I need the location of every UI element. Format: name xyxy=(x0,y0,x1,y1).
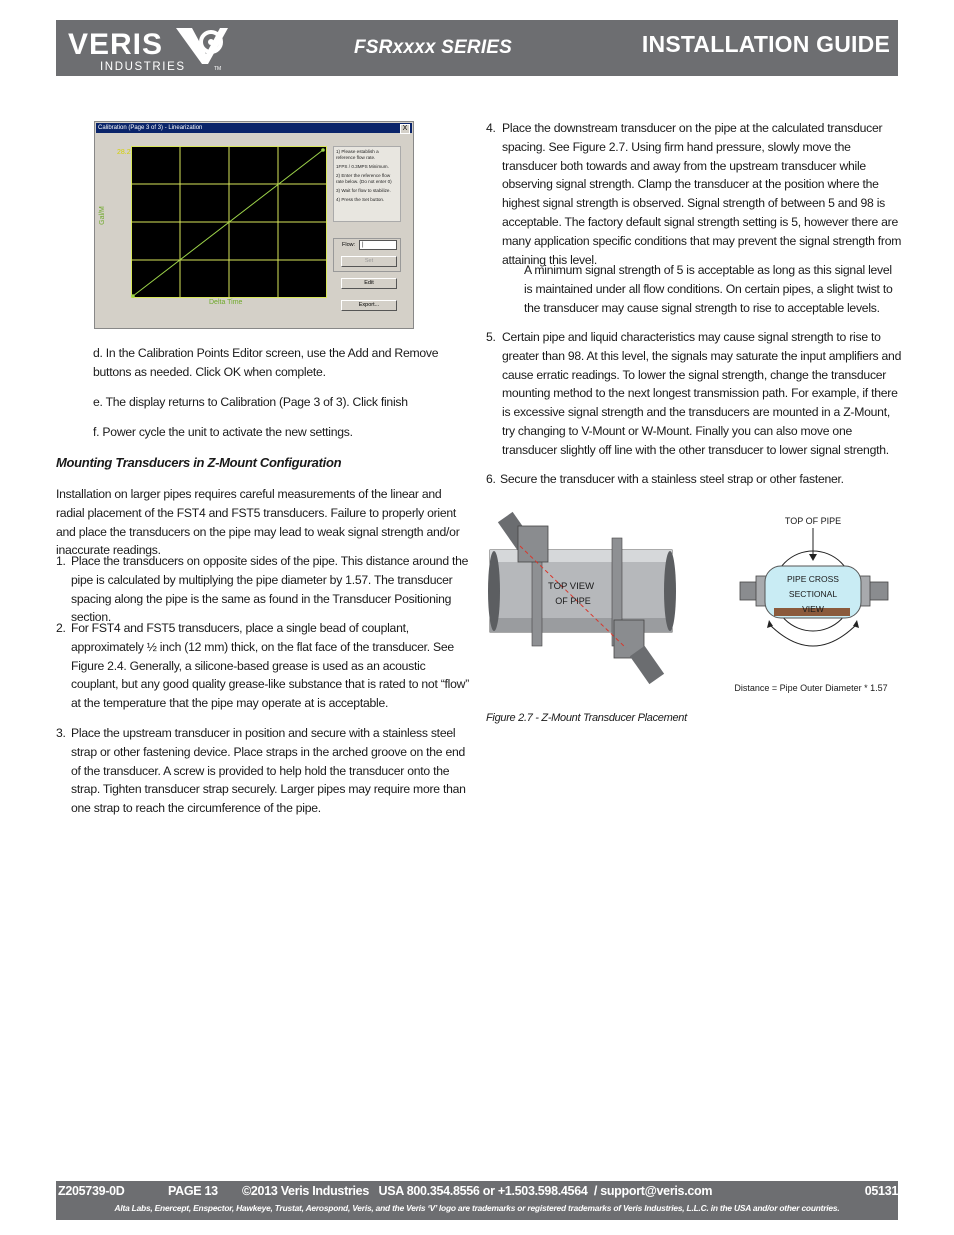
calibration-title-bar xyxy=(96,123,412,133)
item-text: For FST4 and FST5 transducers, place a single bead of couplant, approximately ½ inch (12 mm) thick, on the flat face of the transducer. See Figure 2.4. Generally, a silicone-based grease is used as an acoustic couplant, but any good quality grease-like substance that is rated to not “flow” at the temperature that the pipe may operate at is acceptable. xyxy=(71,621,470,711)
cross-section-label-3: VIEW xyxy=(802,604,824,614)
item-text: Certain pipe and liquid characteristics may cause signal strength to rise to greater than 98. At this level, the signals may saturate the input amplifiers and cause erratic readings. To lower the signal strength, change the transducer mounting method to the next longest transmission path. For example, if there is excessive signal strength and the transducers are mounted in a Z-Mount, try changing to V-Mount or W-Mount. Finally you can also move one transducer slightly off line with the other transducer to lower signal strength. xyxy=(502,330,902,457)
veris-logo xyxy=(56,20,256,76)
logo-text: VERIS xyxy=(68,28,164,61)
figure-caption: Figure 2.7 - Z-Mount Transducer Placement xyxy=(486,712,687,724)
calibration-origin xyxy=(131,294,135,298)
calibration-window xyxy=(94,121,414,329)
z-mount-figure xyxy=(486,498,896,698)
edit-button[interactable]: Edit xyxy=(341,278,397,289)
page-footer xyxy=(56,1181,898,1220)
y-max-label: 28.2 xyxy=(117,149,131,156)
veris-v-icon xyxy=(176,28,228,64)
flow-label: Flow: xyxy=(342,242,356,248)
calibration-line xyxy=(133,150,323,296)
trademark-notice: Alta Labs, Enercept, Enspector, Hawkeye, Trustat, Aerospond, Veris, and the Veris ‘V’ logo are trademarks or registered trademarks of Veris Industries, L.L.C. in the USA and/or other countries. xyxy=(114,1203,840,1213)
linearization-plot xyxy=(131,146,327,298)
top-view-label-1: TOP VIEW xyxy=(547,581,595,592)
logo-subtext: INDUSTRIES xyxy=(100,61,186,73)
section-heading: Mounting Transducers in Z-Mount Configuration xyxy=(56,455,342,470)
top-of-pipe-label: TOP OF PIPE xyxy=(784,516,842,526)
step-f: f. Power cycle the unit to activate the new settings. xyxy=(93,425,353,439)
y-axis-label: Gal/M xyxy=(98,206,106,225)
list-item xyxy=(486,328,902,460)
list-item xyxy=(56,552,470,627)
instruction-2: 1FPS / 0.3MPS Minimum. xyxy=(336,164,389,169)
revision-code: 05131 xyxy=(864,1184,898,1198)
item-text: Secure the transducer with a stainless steel strap or other fastener. xyxy=(500,472,844,486)
cross-section-label-2: SECTIONAL xyxy=(788,589,838,599)
instruction-1: 1) Please establish a reference flow rate. xyxy=(336,149,379,160)
item-number: 6. xyxy=(486,472,496,486)
set-button[interactable]: Set xyxy=(341,256,397,267)
intro-paragraph: Installation on larger pipes requires careful measurements of the linear and radial placement of the FST4 and FST5 transducers. Failure to properly orient and place the transducers on the pipe may lead to weak signal strength and/or inaccurate readings. xyxy=(56,487,460,558)
guide-title: INSTALLATION GUIDE xyxy=(641,31,890,57)
list-item xyxy=(56,724,470,818)
export-button[interactable]: Export... xyxy=(341,300,397,311)
item-text: Place the downstream transducer on the pipe at the calculated transducer spacing. See Figure 2.7. Using firm hand pressure, slowly move the transducer both towards and away from the upstream transducer while observing signal strength. Clamp the transducer at the position where the highest signal strength is observed. Signal strength of between 5 and 98 is acceptable. The factory default signal strength setting is 5, however there are many application specific conditions that may prevent the signal strength from attaining this level. xyxy=(502,121,902,267)
calibration-title: Calibration (Page 3 of 3) - Linearization xyxy=(98,125,203,131)
cross-section-label-1: PIPE CROSS xyxy=(787,574,839,584)
calibration-point xyxy=(321,148,325,152)
instructions-panel xyxy=(333,146,401,222)
step-e: e. The display returns to Calibration (Page 3 of 3). Click finish xyxy=(93,395,408,409)
x-axis-label: Delta Time xyxy=(209,299,243,306)
item-number: 3. xyxy=(56,726,66,740)
item-number: 2. xyxy=(56,621,66,635)
copyright: ©2013 Veris Industries USA 800.354.8556 or +1.503.598.4564 / support@veris.com xyxy=(242,1184,713,1198)
note-paragraph: A minimum signal strength of 5 is acceptable as long as this signal level is maintained under all flow conditions. On certain pipes, a slight twist to the transducer may cause signal strength to rise to acceptable levels. xyxy=(524,263,893,315)
page-number: PAGE 13 xyxy=(168,1184,218,1198)
top-view-label-2: OF PIPE xyxy=(555,596,591,606)
close-icon[interactable]: X xyxy=(400,124,410,134)
item-number: 5. xyxy=(486,330,496,344)
item-text: Place the upstream transducer in position and secure with a stainless steel strap or other fastening device. Place straps in the arched groove on the end of the transducer. A screw is provided to help hold the transducer onto the strap. Tighten transducer strap securely. Larger pipes may require more than one strap to reach the circumference of the pipe. xyxy=(71,726,466,816)
list-item xyxy=(486,470,902,489)
list-item xyxy=(486,119,902,269)
page-header xyxy=(56,20,898,76)
logo-tm: TM xyxy=(214,66,222,72)
instruction-5: 4) Press the Set button. xyxy=(336,197,385,202)
flow-input[interactable]: | xyxy=(359,240,397,250)
document-number: Z205739-0D xyxy=(58,1184,125,1198)
instruction-3: 2) Enter the reference flow rate below. (Do not enter 0) xyxy=(336,173,392,184)
list-item xyxy=(56,619,470,713)
item-number: 1. xyxy=(56,554,66,568)
instruction-4: 3) Wait for flow to stabilize. xyxy=(336,188,391,193)
item-number: 4. xyxy=(486,121,496,135)
item-text: Place the transducers on opposite sides of the pipe. This distance around the pipe is calculated by multiplying the pipe diameter by 1.57. The transducer spacing along the pipe is the same as found in the Transducer Positioning section. xyxy=(71,554,469,625)
distance-label: Distance = Pipe Outer Diameter * 1.57 xyxy=(734,683,888,693)
series-title: FSRxxxx SERIES xyxy=(354,37,513,58)
plot-graphic xyxy=(131,146,327,298)
step-d: d. In the Calibration Points Editor screen, use the Add and Remove buttons as needed. Click OK when complete. xyxy=(93,346,439,379)
